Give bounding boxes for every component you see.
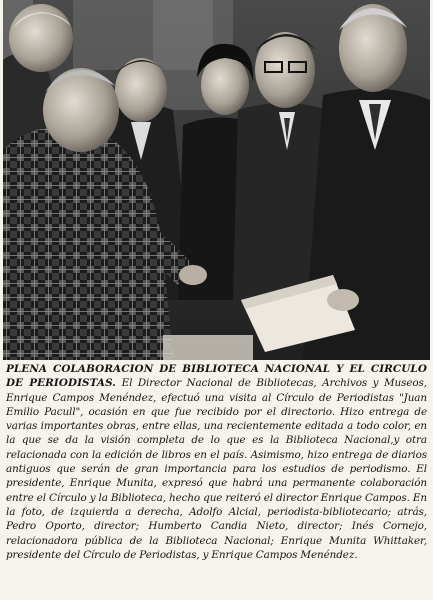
caption-body: El Director Nacional de Bibliotecas, Archivos y Museos, Enrique Campos Menéndez, efectuó una visita al Círculo de Periodistas "Juan Emilio Pacull", ocasión en que fue recibido por el directorio. Hizo entrega de varias importantes obras, entre ellas, una recientemente editada a todo color, en la que se da la visión completa de lo que es la Biblioteca Nacional,y otra relacionada con la edición de libros en el país. Asimismo, hizo entrega de diarios antiguos que serán de gran importancia para los estudios de periodismo. El presidente, Enrique Munita, expresó que habrá una permanente colaboración entre el Círculo y la Biblioteca, hecho que reiteró el director Enrique Campos. En la foto, de izquierda a derecha, Adolfo Alcial, periodista-bibliotecario; atrás, Pedro Oporto, director; Humberto Candia Nieto, director; Inés Cornejo, relacionadora pública de la Biblioteca Nacional; Enrique Munita Whittaker, presidente del Círculo de Periodistas, y Enrique Campos Menéndez. bbox=[6, 377, 427, 561]
photo-caption bbox=[6, 362, 427, 598]
caption-headline: PLENA COLABORACION DE BIBLIOTECA NACIONAL Y EL CIRCULO DE PERIODISTAS. bbox=[6, 363, 427, 390]
photo-illustration bbox=[3, 0, 430, 360]
group-photo bbox=[3, 0, 430, 360]
